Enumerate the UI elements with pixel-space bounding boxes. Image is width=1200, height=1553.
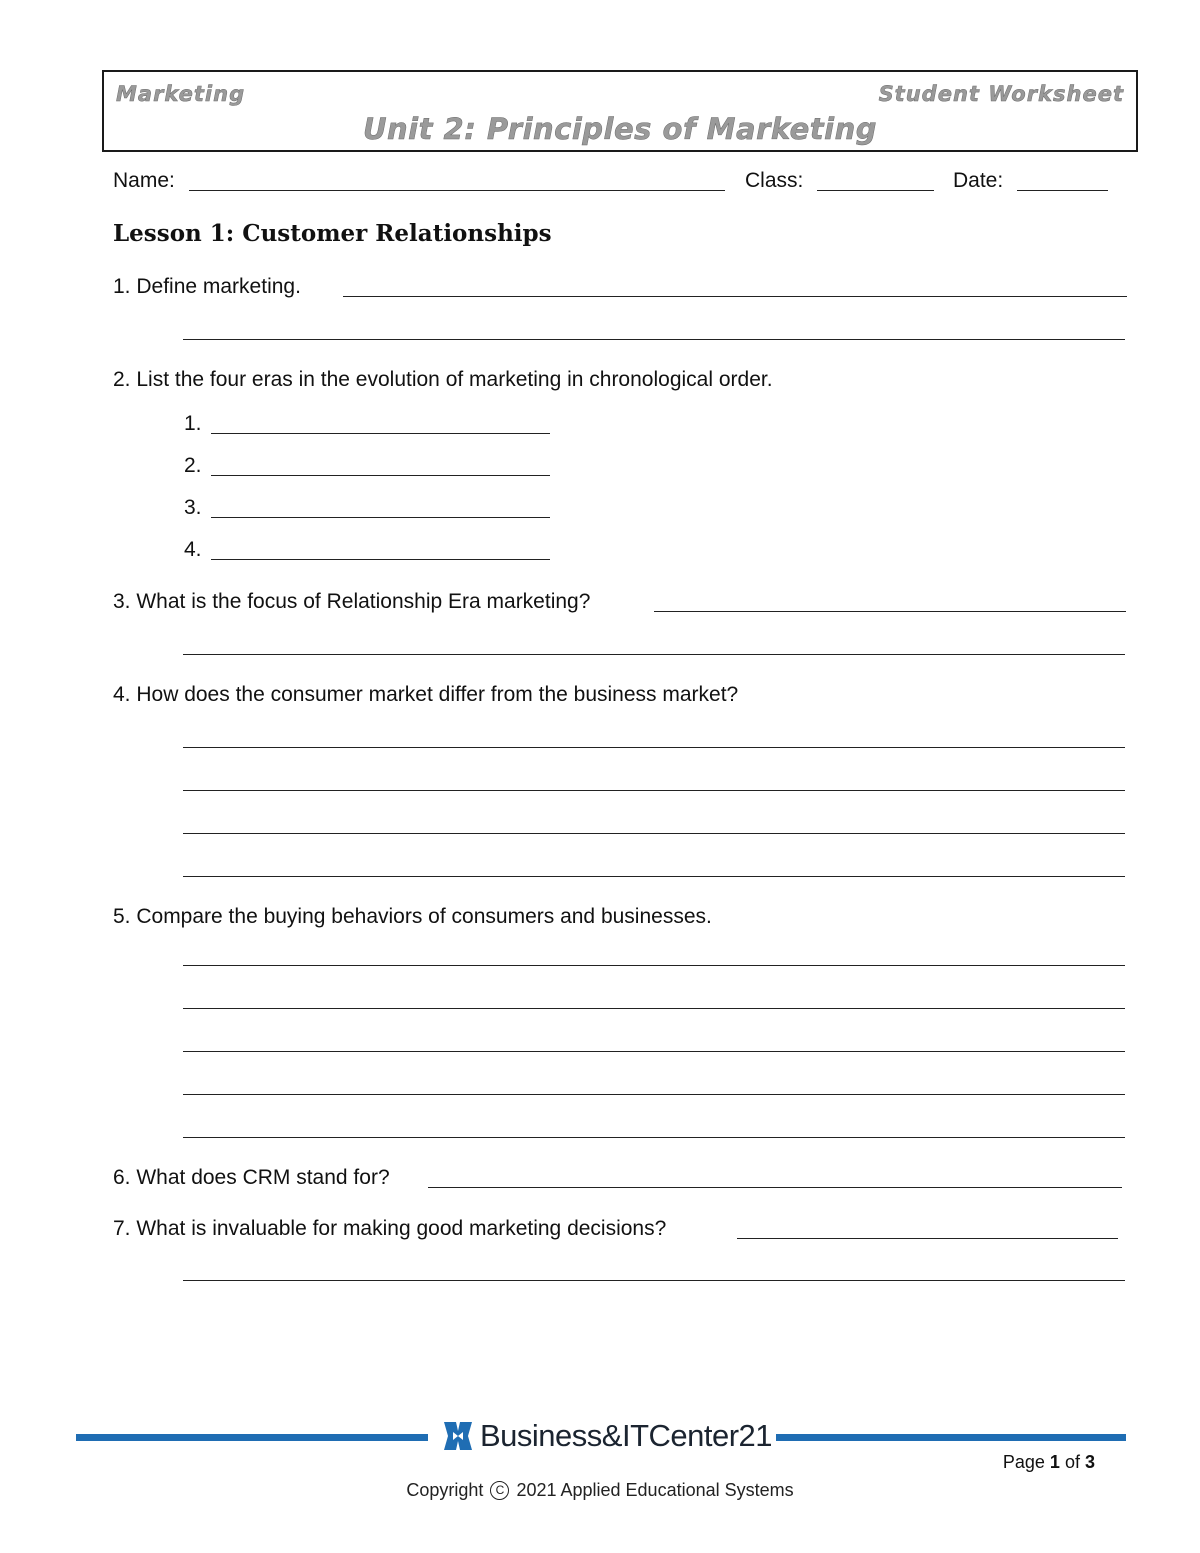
header-title: Unit 2: Principles of Marketing xyxy=(362,112,878,146)
answer-line[interactable] xyxy=(428,1187,1122,1188)
question-3: 3. What is the focus of Relationship Era marketing? xyxy=(113,590,591,613)
header-subject: Marketing xyxy=(116,82,246,106)
page-number xyxy=(1003,1452,1095,1473)
class-field[interactable] xyxy=(817,190,934,191)
era-answer-line[interactable] xyxy=(211,559,550,560)
answer-line[interactable] xyxy=(183,1051,1125,1052)
date-field[interactable] xyxy=(1017,190,1108,191)
question-2: 2. List the four eras in the evolution of marketing in chronological order. xyxy=(113,368,773,391)
question-4: 4. How does the consumer market differ from the business market? xyxy=(113,683,739,706)
era-answer-line[interactable] xyxy=(211,475,550,476)
era-number: 3. xyxy=(184,496,202,519)
footer-bar-left xyxy=(76,1434,428,1441)
copyright-label: Copyright xyxy=(406,1480,484,1500)
page-of: of xyxy=(1064,1452,1080,1472)
question-5: 5. Compare the buying behaviors of consumers and businesses. xyxy=(113,905,712,928)
date-label: Date: xyxy=(953,169,1004,192)
answer-line[interactable] xyxy=(654,611,1126,612)
answer-line[interactable] xyxy=(183,790,1125,791)
question-1: 1. Define marketing. xyxy=(113,275,301,298)
class-label: Class: xyxy=(745,169,804,192)
answer-line[interactable] xyxy=(183,747,1125,748)
answer-line[interactable] xyxy=(183,654,1125,655)
page-total: 3 xyxy=(1084,1452,1095,1472)
question-7: 7. What is invaluable for making good marketing decisions? xyxy=(113,1217,667,1240)
company-logo-text: Business&ITCenter21 xyxy=(480,1418,773,1453)
era-number: 1. xyxy=(184,412,202,435)
answer-line[interactable] xyxy=(183,833,1125,834)
answer-line[interactable] xyxy=(183,1008,1125,1009)
answer-line[interactable] xyxy=(183,1280,1125,1281)
page-label: Page xyxy=(1002,1452,1045,1472)
answer-line[interactable] xyxy=(183,1094,1125,1095)
era-answer-line[interactable] xyxy=(211,433,550,434)
era-answer-line[interactable] xyxy=(211,517,550,518)
name-field[interactable] xyxy=(189,190,725,191)
lesson-title: Lesson 1: Customer Relationships xyxy=(113,220,552,247)
question-6: 6. What does CRM stand for? xyxy=(113,1166,390,1189)
answer-line[interactable] xyxy=(343,296,1127,297)
copyright-notice xyxy=(0,1480,1200,1501)
answer-line[interactable] xyxy=(183,965,1125,966)
answer-line[interactable] xyxy=(183,876,1125,877)
header-kind: Student Worksheet xyxy=(878,82,1124,106)
worksheet-header xyxy=(102,70,1138,152)
era-number: 4. xyxy=(184,538,202,561)
answer-line[interactable] xyxy=(737,1238,1118,1239)
page-current: 1 xyxy=(1049,1452,1060,1472)
copyright-symbol-icon: C xyxy=(490,1481,509,1500)
footer-bar-right xyxy=(776,1434,1126,1441)
copyright-text: 2021 Applied Educational Systems xyxy=(516,1480,794,1500)
name-label: Name: xyxy=(113,169,175,192)
era-number: 2. xyxy=(184,454,202,477)
answer-line[interactable] xyxy=(183,339,1125,340)
answer-line[interactable] xyxy=(183,1137,1125,1138)
bowtie-logo-icon xyxy=(444,1422,472,1450)
